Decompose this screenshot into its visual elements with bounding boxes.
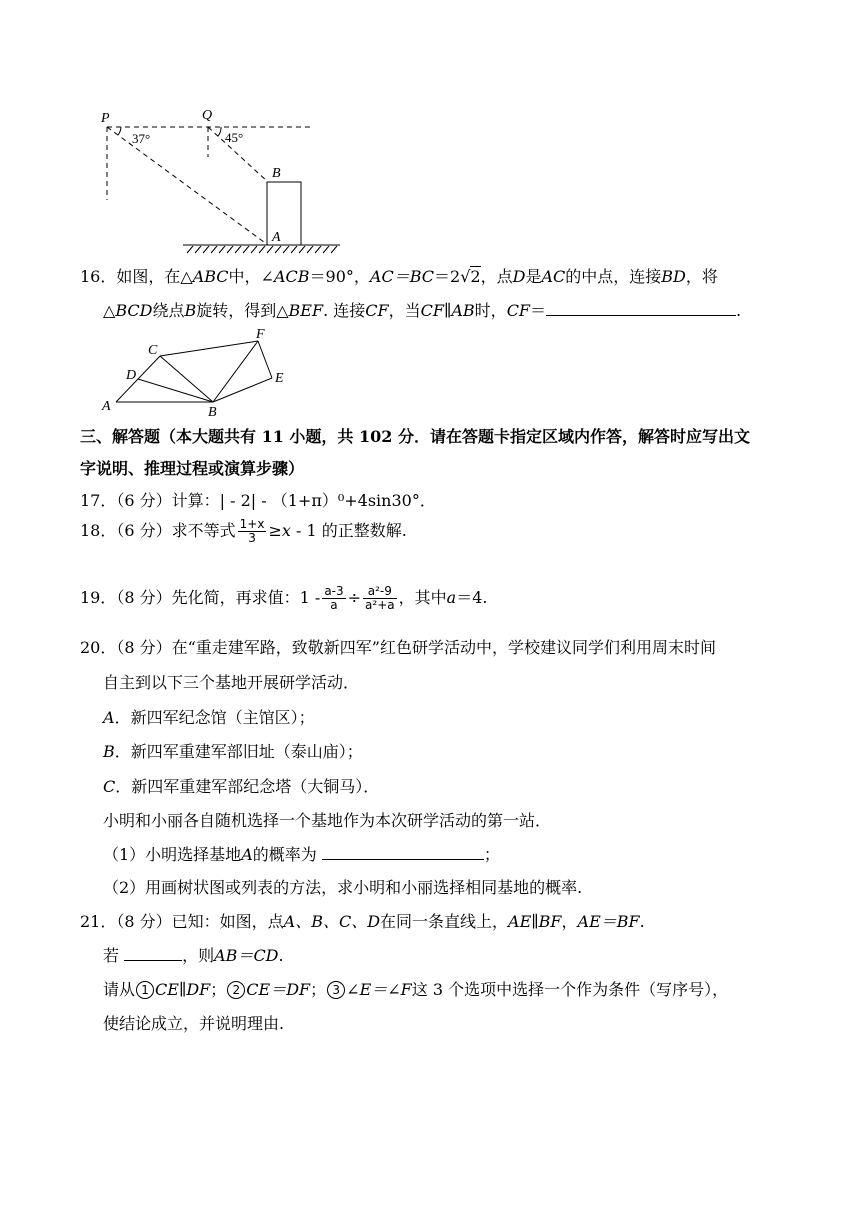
q20-line2: 自主到以下三个基地开展研学活动．	[103, 673, 360, 692]
q20-answer-blank[interactable]	[322, 845, 484, 860]
label-q: Q	[202, 108, 213, 123]
q19-fraction1: $\frac{a-3}{a}$	[324, 584, 344, 612]
q19-fraction2: $\frac{\text{a²-9}}{\text{a²+a}}$	[365, 584, 395, 612]
label-b2: B	[208, 405, 217, 418]
q17: 17．（6 分）计算：| - 2| - （1+π）⁰+4sin30°．	[80, 491, 436, 510]
q21-answer-blank[interactable]	[124, 946, 182, 961]
q16-answer-blank[interactable]	[546, 301, 736, 316]
q21-line4: 使结论成立，并说明理由.	[103, 1014, 285, 1033]
q21-line1: 21．（8 分）已知：如图，点A、B、C、D在同一条直线上，AE∥BF，AE＝BF.	[80, 912, 645, 931]
q18: 18．（6 分）求不等式 $\frac{1+x}{3}$ ≥x - 1 的正整数解.	[80, 517, 407, 545]
label-a: A	[272, 230, 281, 245]
q20-option-c: C．新四军重建军部纪念塔（大铜马）．	[103, 777, 380, 796]
q20-sub1: （1）小明选择基地A的概率为 ；	[103, 845, 500, 864]
angle-45: 45°	[225, 130, 244, 145]
q21-line2: 若 ，则AB＝CD.	[103, 946, 284, 965]
label-b: B	[272, 166, 281, 181]
q18-fraction: $\frac{1+x}{3}$	[239, 517, 265, 545]
circled-one: 1	[136, 981, 154, 999]
label-f: F	[256, 327, 265, 342]
figure-triangle-rotation	[98, 326, 298, 418]
q16-line2: △BCD绕点B旋转，得到△BEF. 连接CF，当CF∥AB时，CF＝ .	[103, 301, 742, 320]
q20-option-b: B．新四军重建军部旧址（泰山庙）；	[103, 742, 363, 761]
sqrt-symbol: √	[460, 267, 471, 286]
q16-line1: 16．如图，在△ABC中，∠ACB＝90°，AC＝BC＝2√2，点D是AC的中点，连接BD，将	[80, 267, 718, 286]
label-d: D	[126, 368, 137, 383]
label-e: E	[275, 371, 284, 386]
label-p: P	[101, 111, 110, 126]
section3-title-line1: 三、解答题（本大题共有 11 小题，共 102 分．请在答题卡指定区域内作答，解答时应写出文	[80, 427, 750, 446]
q21-line3: 请从 1 CE∥DF； 2 CE＝DF； 3 ∠E＝∠F这 3 个选项中选择一个作为条件（写序号），	[103, 980, 729, 999]
figure-observation-angles	[95, 105, 355, 255]
q20-option-a: A．新四军纪念馆（主馆区）；	[103, 708, 315, 727]
label-c: C	[148, 343, 158, 358]
section3-title-line2: 字说明、推理过程或演算步骤）	[80, 459, 305, 478]
circled-two: 2	[227, 981, 245, 999]
q20-line1: 20．（8 分）在“重走建军路，致敬新四军”红色研学活动中，学校建议同学们利用周末时间	[80, 638, 716, 657]
angle-37: 37°	[132, 131, 151, 146]
q19: 19．（8 分）先化简，再求值：1 - $\frac{a-3}{a}$ ÷ $\frac{\text{a²-9}}{\text{a²+a}}$ ，其中a＝4.	[80, 584, 488, 612]
q20-line6: 小明和小丽各自随机选择一个基地作为本次研学活动的第一站．	[103, 811, 552, 830]
circled-three: 3	[327, 981, 345, 999]
q20-sub2: （2）用画树状图或列表的方法，求小明和小丽选择相同基地的概率.	[103, 878, 583, 897]
label-a2: A	[102, 399, 111, 414]
